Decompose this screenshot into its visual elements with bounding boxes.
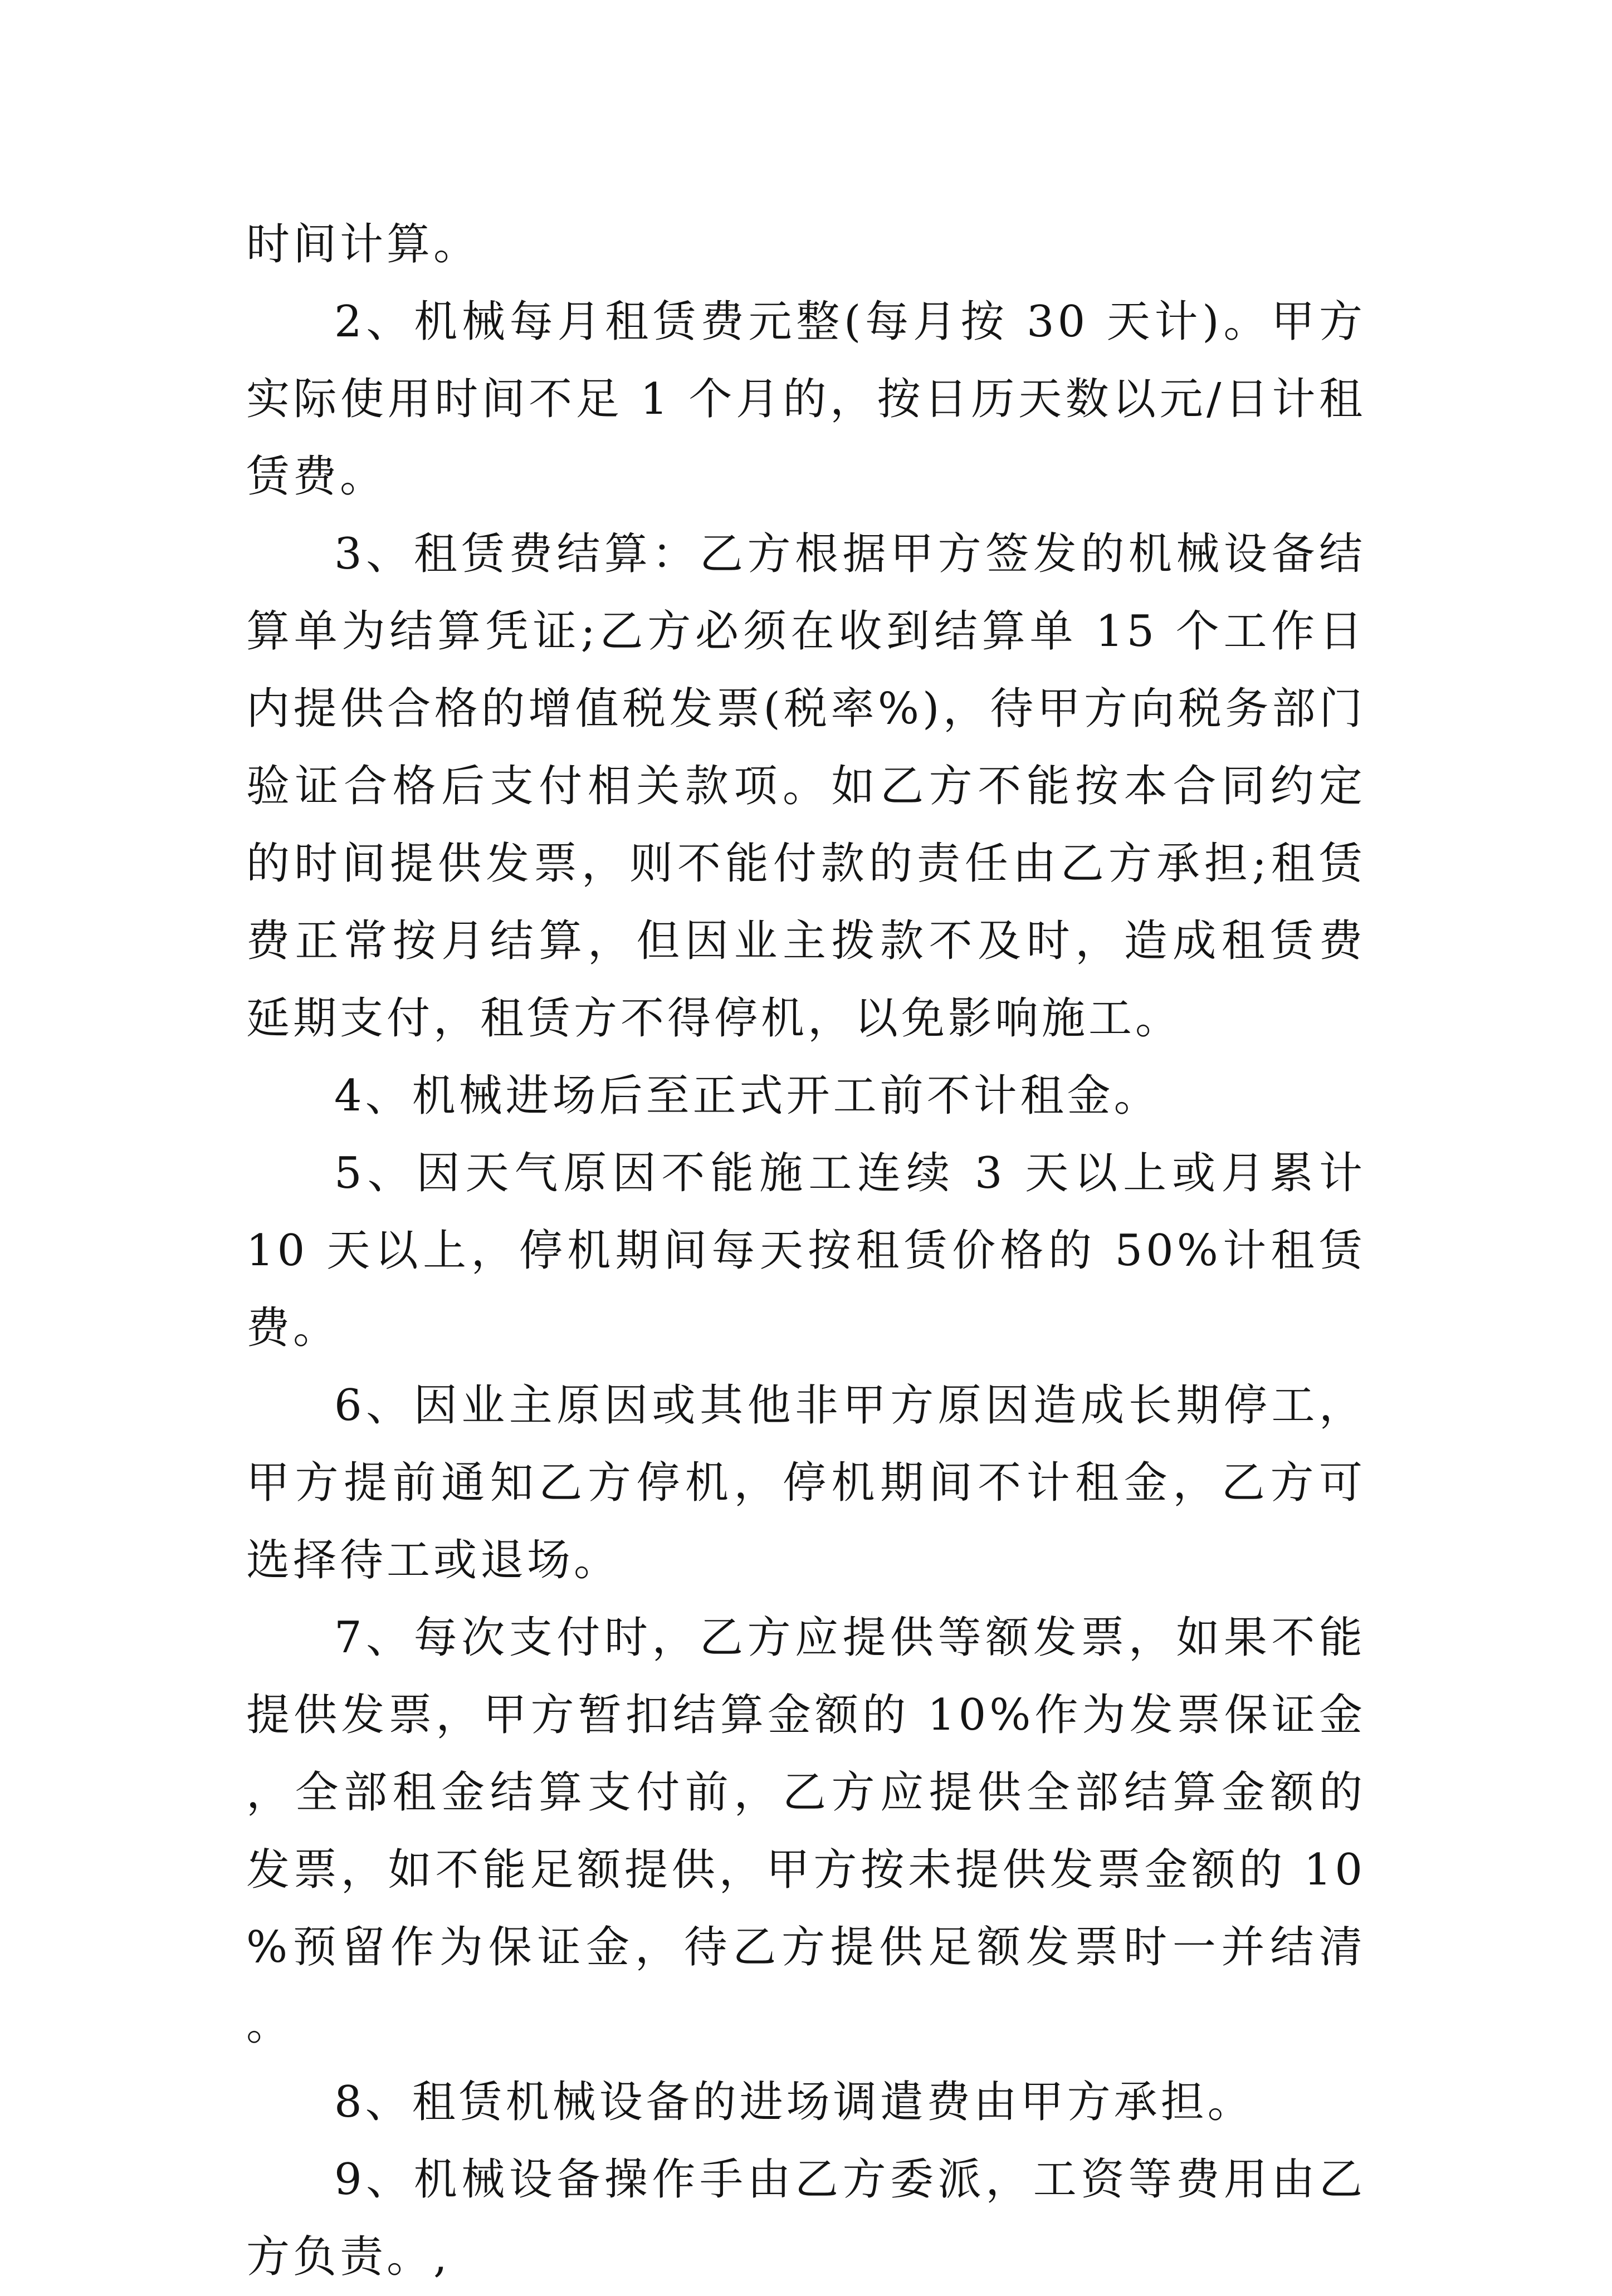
paragraph-clause-4: 4、机械进场后至正式开工前不计租金。 bbox=[334, 1071, 1161, 1121]
paragraph-clause-2: 2、机械每月租赁费元整(每月按 30 天计)。甲方实际使用时间不足 1 个月的，按日历天数以元/日计租赁费。 bbox=[246, 297, 1366, 502]
paragraph-clause-3: 3、租赁费结算：乙方根据甲方签发的机械设备结算单为结算凭证;乙方必须在收到结算单 15 个工作日内提供合格的增值税发票(税率%)，待甲方向税务部门验证合格后支付相关款项。如乙方不能按本合同约定的时间提供发票，则不能付款的责任由乙方承担;租赁费正常按月结算，但因业主拨款不及时，造成租赁费延期支付，租赁方不得停机，以免影响施工。 bbox=[246, 529, 1366, 1044]
paragraph-clause-8: 8、租赁机械设备的进场调遣费由甲方承担。 bbox=[334, 2077, 1254, 2127]
paragraph-1-continuation: 时间计算。 bbox=[246, 219, 481, 270]
document-body bbox=[246, 206, 1366, 2296]
paragraph-clause-5: 5、因天气原因不能施工连续 3 天以上或月累计 10 天以上，停机期间每天按租赁价格的 50%计租赁费。 bbox=[246, 1148, 1366, 1353]
paragraph-clause-7: 7、每次支付时，乙方应提供等额发票，如果不能提供发票，甲方暂扣结算金额的 10%作为发票保证金，全部租金结算支付前，乙方应提供全部结算金额的发票，如不能足额提供，甲方按未提供发票金额的 10%预留作为保证金，待乙方提供足额发票时一并结清。 bbox=[246, 1613, 1366, 2050]
paragraph-clause-6: 6、因业主原因或其他非甲方原因造成长期停工，甲方提前通知乙方停机，停机期间不计租金，乙方可选择待工或退场。 bbox=[246, 1380, 1366, 1585]
paragraph-clause-9: 9、机械设备操作手由乙方委派，工资等费用由乙方负责。, bbox=[246, 2155, 1366, 2282]
